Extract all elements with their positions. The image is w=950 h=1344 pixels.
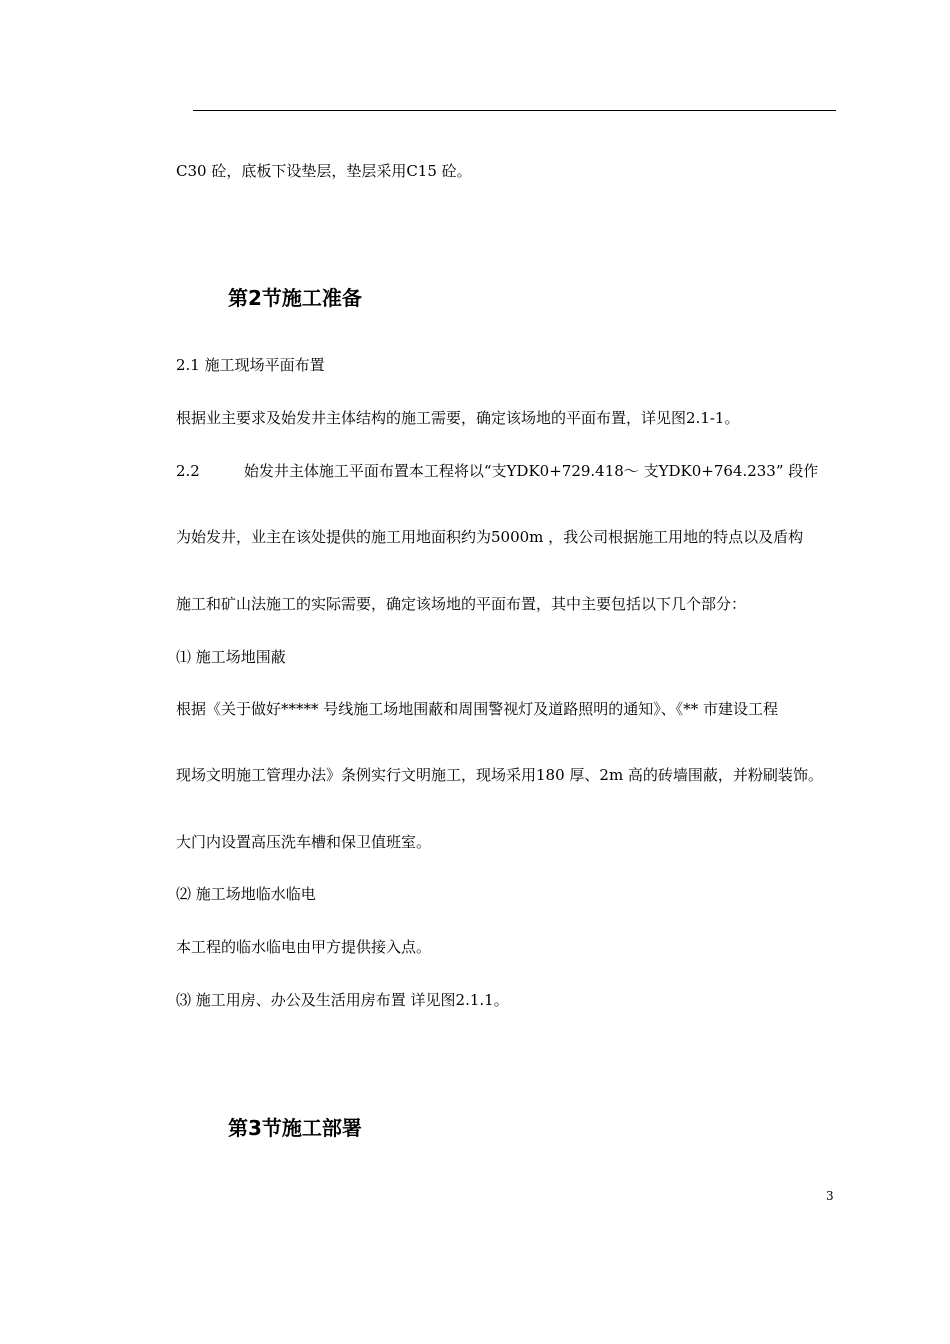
item-2-text: 本工程的临水临电由甲方提供接入点。 bbox=[176, 938, 432, 956]
item-1-line-2: 现场文明施工管理办法》条例实行文明施工，现场采用180 厚、2m 高的砖墙围蔽，并粉刷装饰。 bbox=[176, 766, 823, 784]
item-1-line-1: 根据《关于做好***** 号线施工场地围蔽和周围警视灯及道路照明的通知》、《** 市建设工程 bbox=[176, 700, 779, 718]
paragraph-2-2-line-3: 施工和矿山法施工的实际需要，确定该场地的平面布置，其中主要包括以下几个部分： bbox=[176, 595, 747, 613]
item-2-title: ⑵ 施工场地临水临电 bbox=[176, 885, 316, 903]
page-number: 3 bbox=[826, 1189, 834, 1203]
subsection-2-2-line bbox=[176, 461, 818, 481]
paragraph-2-2-line-2: 为始发井，业主在该处提供的施工用地面积约为5000m ，我公司根据施工用地的特点以及盾构 bbox=[176, 528, 804, 546]
continuation-text: C30 砼，底板下设垫层，垫层采用C15 砼。 bbox=[176, 162, 472, 180]
section-2-heading: 第2节施工准备 bbox=[228, 286, 362, 310]
subsection-2-2-number: 2.2 bbox=[176, 462, 200, 480]
item-1-line-3: 大门内设置高压洗车槽和保卫值班室。 bbox=[176, 833, 432, 851]
item-3-title: ⑶ 施工用房、办公及生活用房布置 详见图2.1.1。 bbox=[176, 991, 509, 1009]
subsection-2-1-title: 2.1 施工现场平面布置 bbox=[176, 356, 325, 374]
subsection-2-2-text: 始发井主体施工平面布置本工程将以“支YDK0+729.418～ 支YDK0+764.233” 段作 bbox=[243, 462, 819, 480]
paragraph-2-1: 根据业主要求及始发井主体结构的施工需要，确定该场地的平面布置，详见图2.1-1。 bbox=[176, 409, 740, 427]
item-1-title: ⑴ 施工场地围蔽 bbox=[176, 648, 286, 666]
section-3-heading: 第3节施工部署 bbox=[228, 1116, 362, 1140]
header-rule bbox=[193, 110, 836, 111]
